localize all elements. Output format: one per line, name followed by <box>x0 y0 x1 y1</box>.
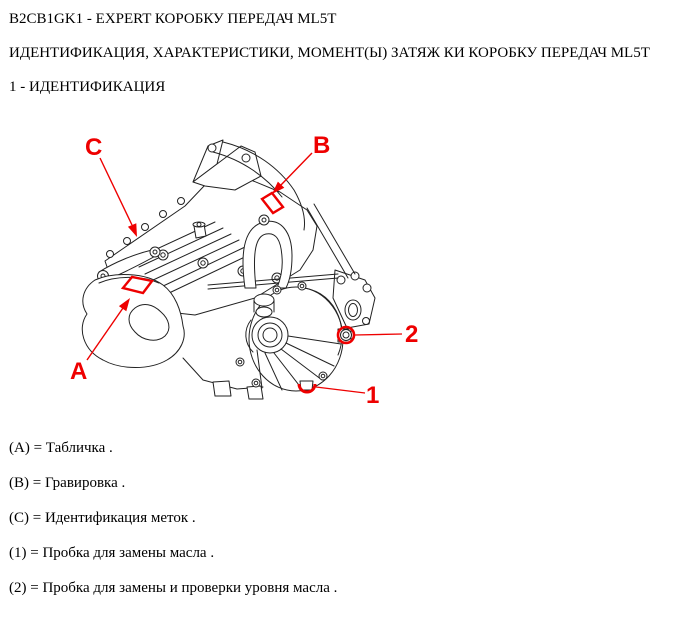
legend-item-1: (1) = Пробка для замены масла . <box>9 545 215 561</box>
legend-item-b: (B) = Гравировка . <box>9 475 126 491</box>
legend-item-a: (A) = Табличка . <box>9 440 113 456</box>
gearbox-line-drawing <box>55 130 445 422</box>
callout-a-label: A <box>70 358 88 385</box>
callout-c-arrow <box>100 158 137 237</box>
callout-c-label: C <box>85 134 103 161</box>
page-title: B2CB1GK1 - EXPERT КОРОБКУ ПЕРЕДАЧ ML5T <box>9 11 337 27</box>
gearbox-identification-figure <box>0 97 697 437</box>
section-heading: 1 - ИДЕНТИФИКАЦИЯ <box>9 79 166 95</box>
bottom-feet <box>183 358 263 399</box>
legend-item-2: (2) = Пробка для замены и проверки уровня масла . <box>9 580 338 596</box>
oil-level-plug <box>341 330 352 341</box>
callout-b-label: B <box>313 132 331 159</box>
legend-item-c: (C) = Идентификация меток . <box>9 510 196 526</box>
callout-2-label: 2 <box>405 321 419 348</box>
page-subtitle: ИДЕНТИФИКАЦИЯ, ХАРАКТЕРИСТИКИ, МОМЕНТ(Ы) ЗАТЯЖ КИ КОРОБКУ ПЕРЕДАЧ ML5T <box>9 45 650 61</box>
legend <box>0 439 697 598</box>
callout-1-label: 1 <box>366 382 380 409</box>
